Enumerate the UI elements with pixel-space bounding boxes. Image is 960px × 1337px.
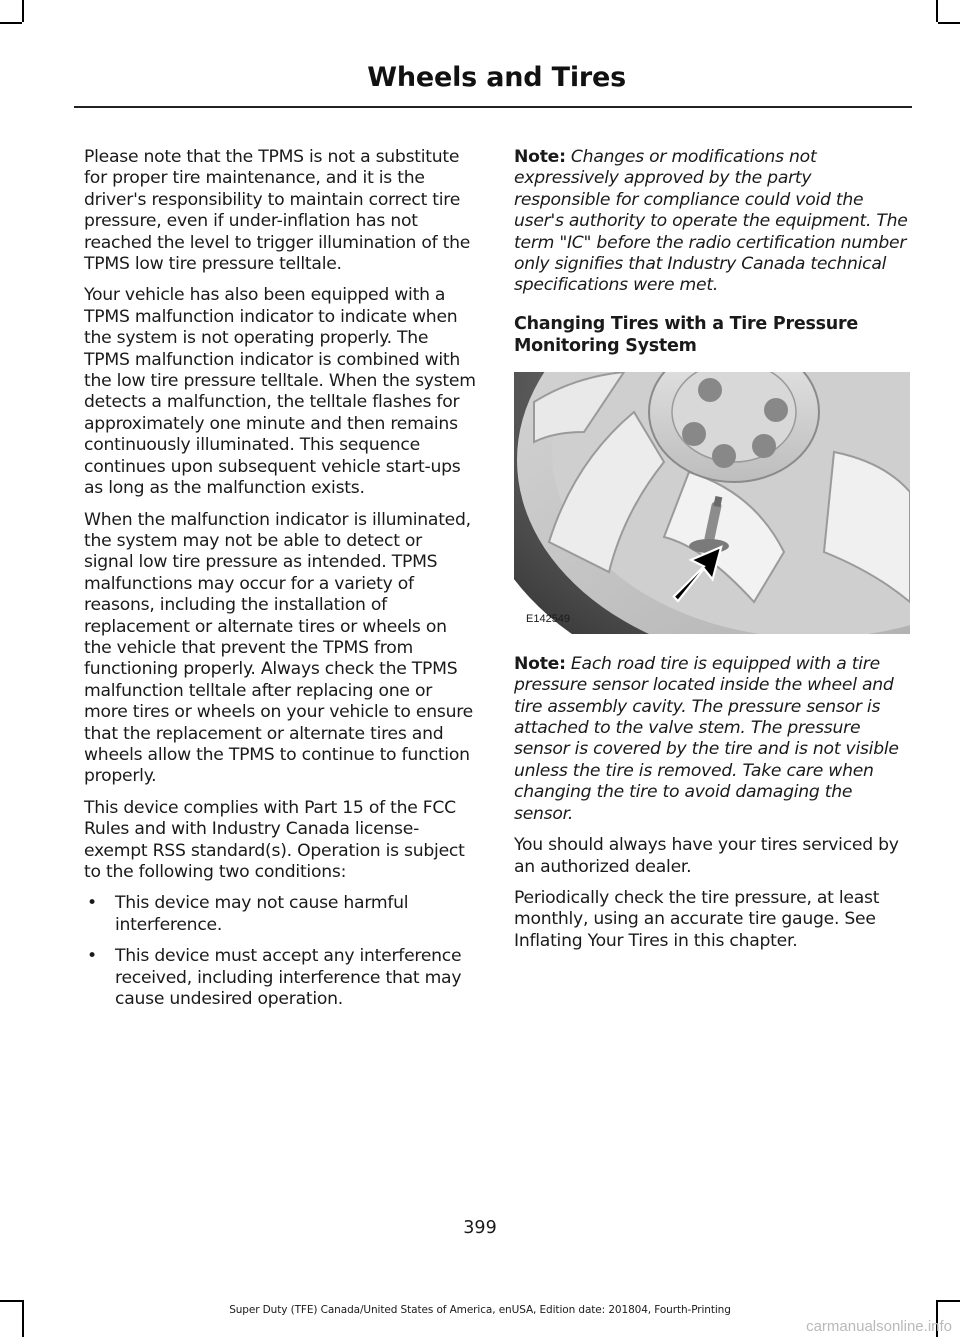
list-item xyxy=(84,893,476,936)
bullet-icon: • xyxy=(87,946,97,967)
paragraph: When the malfunction indicator is illuminated, the system may not be able to detect or signal low tire pressure as intended. TPMS malfunctions may occur for a variety of reasons, including the installation of replacement or alternate tires or wheels on the vehicle that prevent the TPMS from functioning properly. Always check the TPMS malfunction telltale after replacing one or more tires or wheels on your vehicle to ensure that the replacement or alternate tires and wheels allow the TPMS to continue to function properly. xyxy=(84,509,473,787)
page-number: 399 xyxy=(463,1218,497,1238)
note xyxy=(514,654,910,825)
conditions-list xyxy=(84,893,476,1010)
bullet-icon: • xyxy=(87,893,97,914)
list-item-text: This device may not cause harmful interference. xyxy=(115,893,409,935)
paragraph: You should always have your tires serviced by an authorized dealer. xyxy=(514,835,899,877)
paragraph: This device complies with Part 15 of the FCC Rules and with Industry Canada license-exempt RSS standard(s). Operation is subject to the following two conditions: xyxy=(84,797,465,882)
right-column xyxy=(514,147,910,962)
list-item-text: This device must accept any interference received, including interference that may cause undesired operation. xyxy=(115,946,462,1010)
figure-id: E142549 xyxy=(526,613,571,626)
paragraph: Your vehicle has also been equipped with a TPMS malfunction indicator to indicate when the system is not operating properly. The TPMS malfunction indicator is combined with the low tire pressure telltale. When the system detects a malfunction, the telltale flashes for approximately one minute and then remains continuously illuminated. This sequence continues upon subsequent vehicle start-ups as long as the malfunction exists. xyxy=(84,285,476,499)
page-title: Wheels and Tires xyxy=(367,62,626,93)
tire-valve-figure xyxy=(514,372,910,634)
note-label: Note: xyxy=(514,147,566,167)
crop-mark xyxy=(0,1300,22,1302)
left-column xyxy=(84,147,476,1020)
section-heading: Changing Tires with a Tire Pressure Monitoring System xyxy=(514,313,858,356)
tire-valve-stem-illustration-icon xyxy=(514,372,910,634)
crop-mark xyxy=(936,0,938,22)
paragraph: Periodically check the tire pressure, at least monthly, using an accurate tire gauge. See Inflating Your Tires in this chapter. xyxy=(514,887,880,951)
crop-mark xyxy=(0,22,22,24)
watermark: carmanualsonline.info xyxy=(806,1318,952,1335)
crop-mark xyxy=(938,22,960,24)
header-divider xyxy=(74,106,912,108)
crop-mark xyxy=(22,0,24,22)
edition-footer: Super Duty (TFE) Canada/United States of America, enUSA, Edition date: 201804, Fourth-Printing xyxy=(229,1304,731,1316)
note-label: Note: xyxy=(514,653,566,674)
note-text: Each road tire is equipped with a tire pressure sensor located inside the wheel and tire assembly cavity. The pressure sensor is attached to the valve stem. The pressure sensor is covered by the tire and is not visible unless the tire is removed. Take care when changing the tire to avoid damaging the sensor. xyxy=(514,653,899,824)
paragraph: Please note that the TPMS is not a substitute for proper tire maintenance, and it is the driver's responsibility to maintain correct tire pressure, even if under-inflation has not reached the level to trigger illumination of the TPMS low tire pressure telltale. xyxy=(84,147,471,275)
note xyxy=(514,147,910,297)
list-item xyxy=(84,946,476,1010)
note-text: Changes or modifications not expressively approved by the party responsible for compliance could void the user's authority to operate the equipment. The term "IC" before the radio certification number only signifies that Industry Canada technical specifications were met. xyxy=(514,147,908,296)
crop-mark xyxy=(938,1300,960,1302)
